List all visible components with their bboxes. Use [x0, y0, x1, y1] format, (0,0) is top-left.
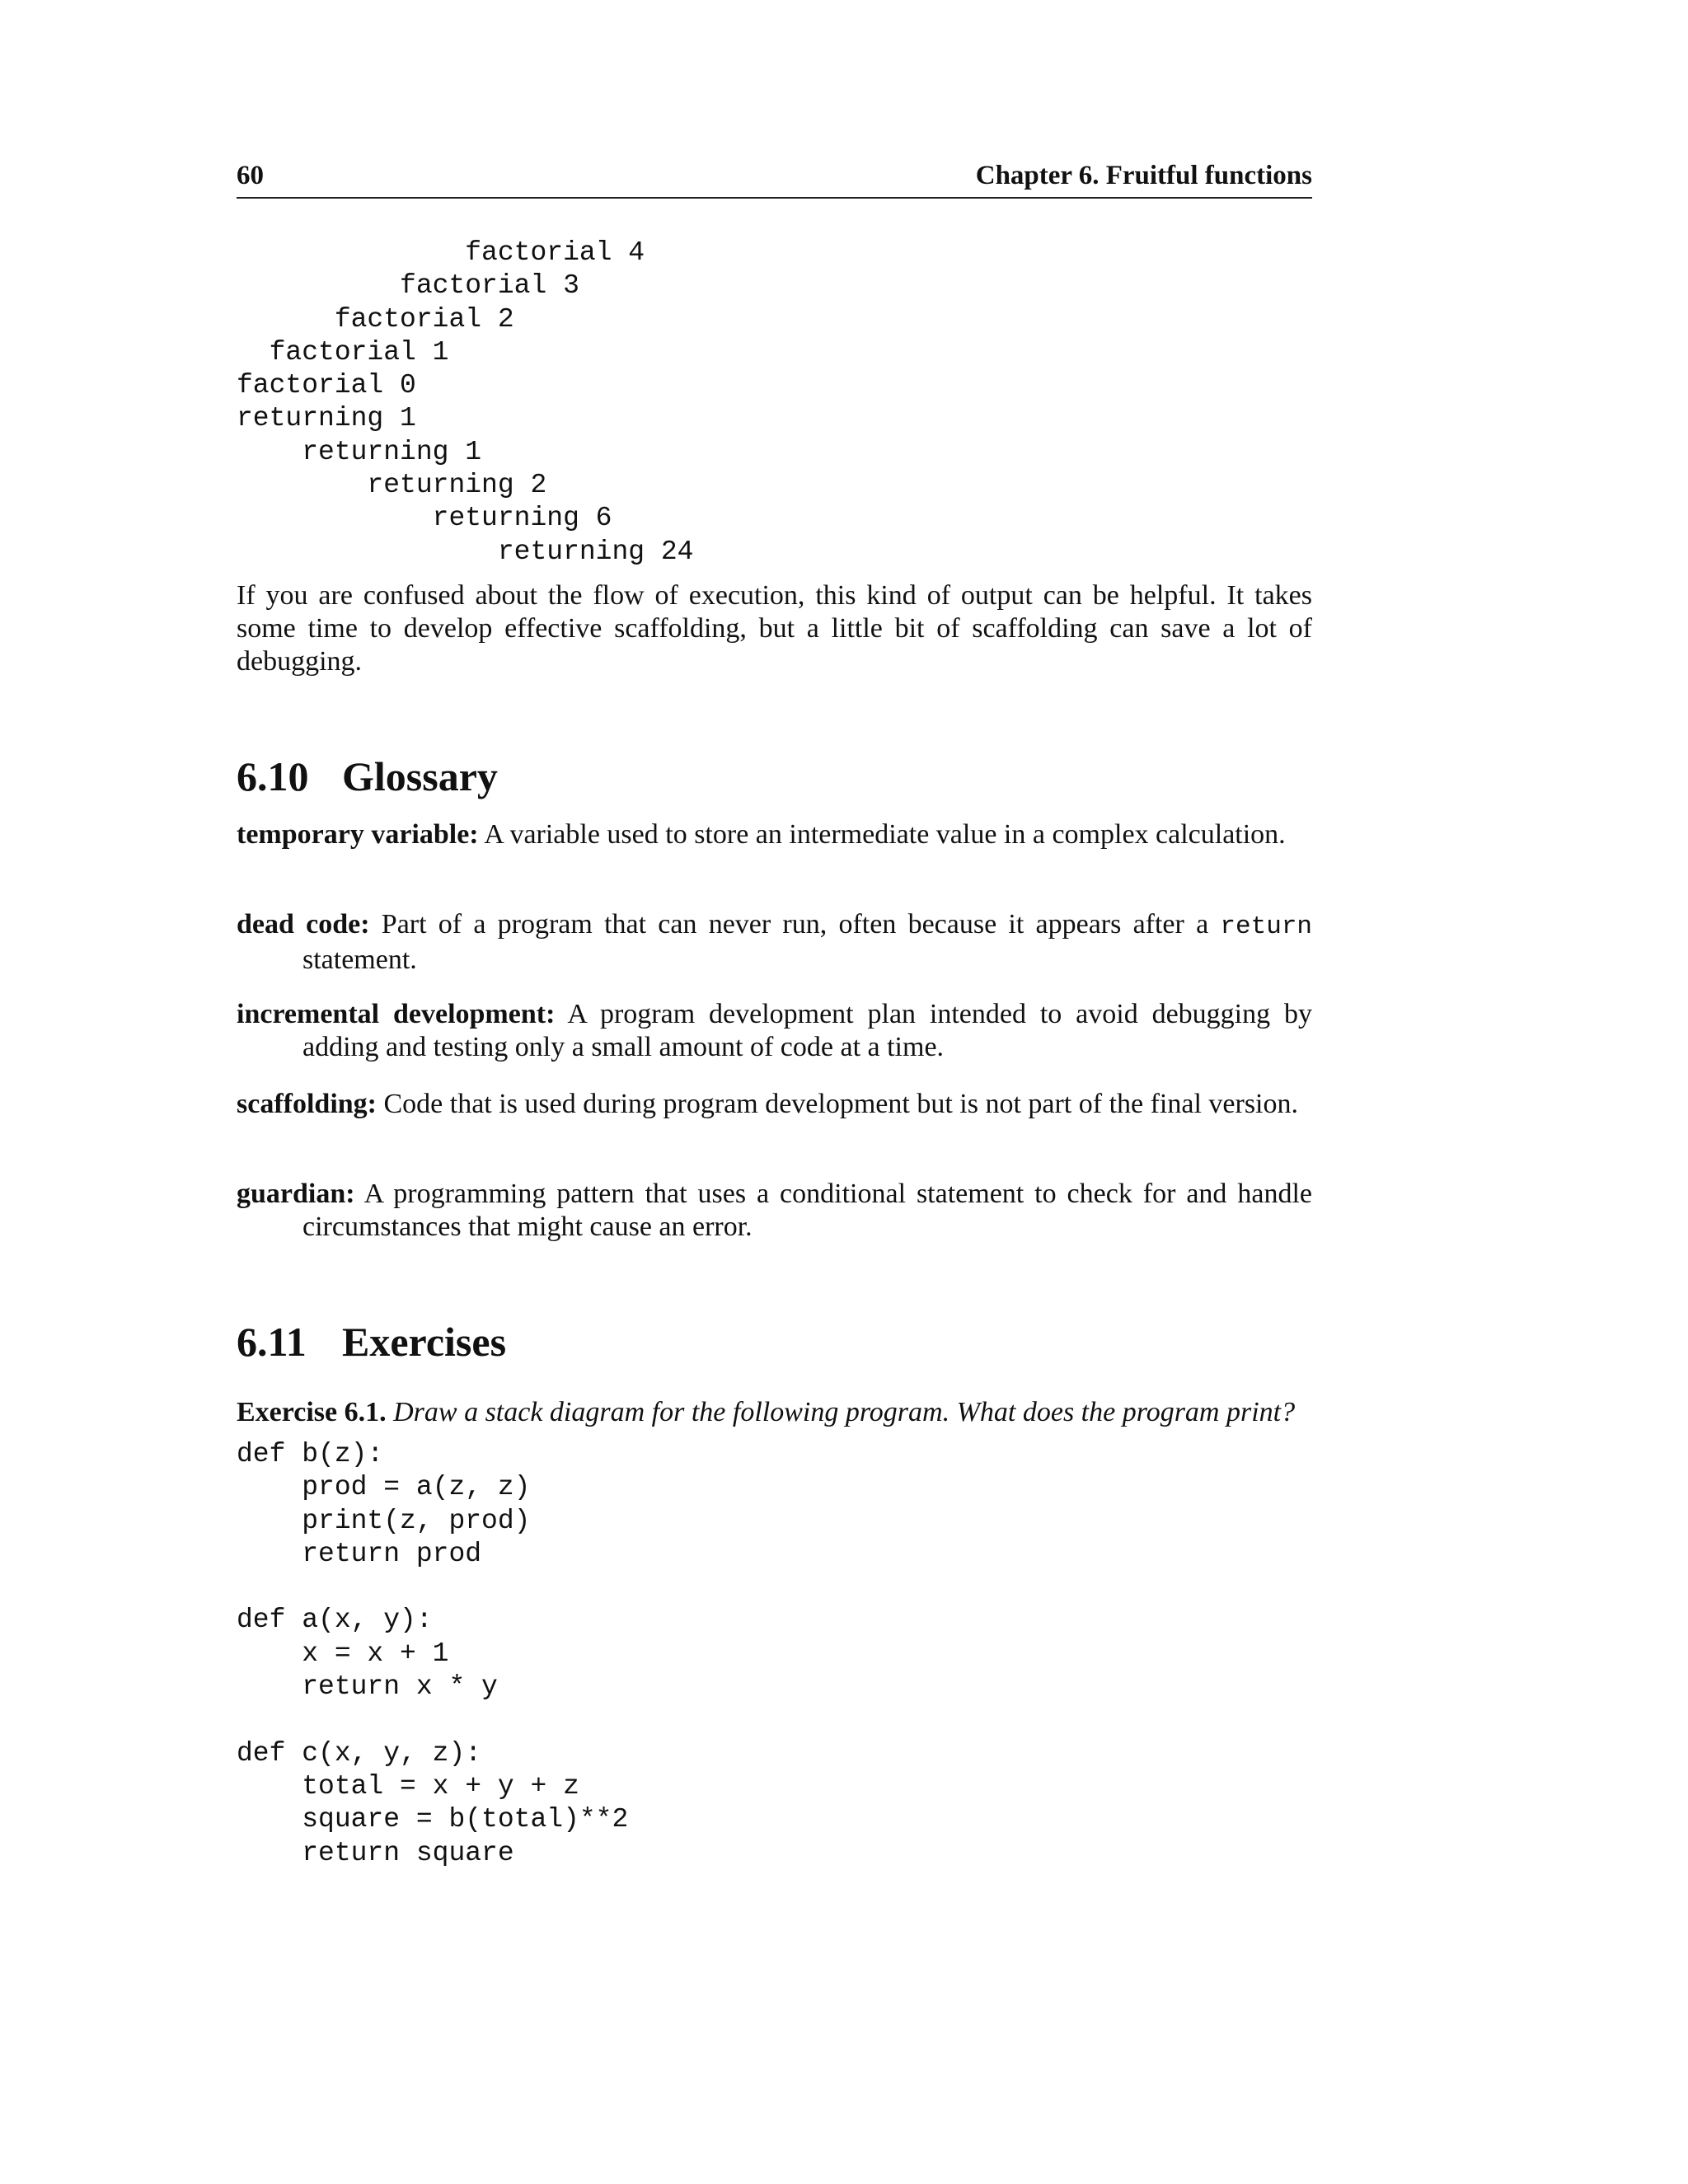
glossary-entry	[237, 998, 1312, 1064]
glossary-term: temporary variable:	[237, 819, 479, 850]
exercise-prompt	[237, 1396, 1312, 1429]
section-heading-glossary	[237, 752, 498, 801]
exercise-text: Draw a stack diagram for the following program. What does the program print?	[393, 1397, 1296, 1427]
section-number: 6.10	[237, 753, 309, 799]
section-heading-exercises	[237, 1317, 506, 1366]
document-page	[237, 0, 1312, 2184]
exercise-label: Exercise 6.1.	[237, 1397, 387, 1427]
section-number: 6.11	[237, 1319, 307, 1365]
program-code: def b(z): prod = a(z, z) print(z, prod) return prod def a(x, y): x = x + 1 return x * y def c(x, y, z): total = x + y + z square = b(total)**2 return square	[237, 1439, 629, 1868]
glossary-entry	[237, 1178, 1312, 1244]
chapter-title: Chapter 6. Fruitful functions	[975, 161, 1312, 190]
page-header	[237, 159, 1312, 199]
glossary-definition: Part of a program that can never run, often because it appears after a	[381, 909, 1209, 940]
glossary-entry	[237, 908, 1312, 977]
page-number: 60	[237, 161, 264, 190]
glossary-definition-end: statement.	[302, 944, 417, 975]
glossary-definition: A variable used to store an intermediate value in a complex calculation.	[484, 819, 1286, 850]
glossary-term: scaffolding:	[237, 1089, 377, 1119]
glossary-term: incremental development:	[237, 999, 556, 1029]
glossary-entry	[237, 1088, 1312, 1121]
glossary-definition: Code that is used during program development but is not part of the final version.	[383, 1089, 1298, 1119]
glossary-definition: A programming pattern that uses a conditional statement to check for and handle circumstances that might cause an error.	[302, 1179, 1312, 1242]
inline-code: return	[1220, 912, 1313, 941]
glossary-definition: A program development plan intended to avoid debugging by adding and testing only a small amount of code at a time.	[302, 999, 1312, 1062]
glossary-term: dead code:	[237, 909, 370, 940]
glossary-term: guardian:	[237, 1179, 355, 1209]
trace-output-code: factorial 4 factorial 3 factorial 2 factorial 1 factorial 0 returning 1 returning 1 returning 2 returning 6 returning 24	[237, 237, 694, 567]
section-title: Exercises	[342, 1319, 507, 1365]
glossary-entry	[237, 818, 1312, 851]
paragraph: If you are confused about the flow of execution, this kind of output can be helpful. It takes some time to develop effective scaffolding, but a little bit of scaffolding can save a lot of debugging.	[237, 580, 1312, 677]
section-title: Glossary	[342, 753, 498, 799]
